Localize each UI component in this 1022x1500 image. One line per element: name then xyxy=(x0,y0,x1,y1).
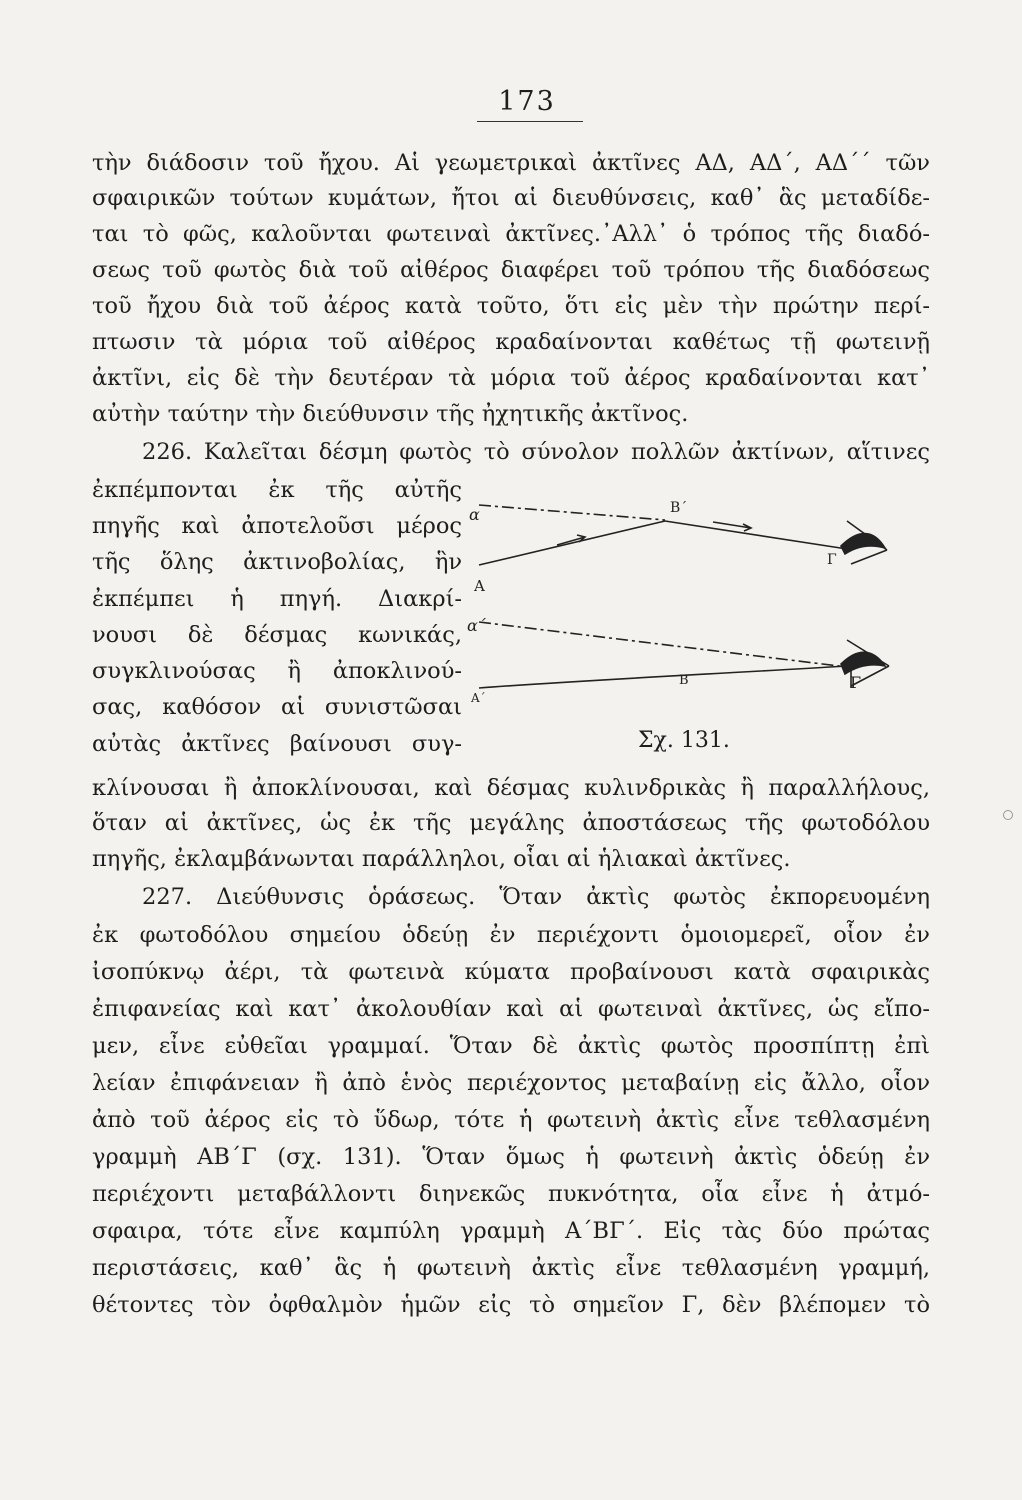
text-line: σεως τοῦ φωτὸς διὰ τοῦ αἰθέρος διαφέρει τοῦ τρόπου τῆς διαδόσεως xyxy=(92,257,930,283)
ray-a-dashed xyxy=(479,505,665,520)
label-a: α xyxy=(469,505,480,524)
text-line: πηγῆς καὶ ἀποτελοῦσι μέρος xyxy=(92,513,462,539)
text-line: τοῦ ἤχου διὰ τοῦ ἀέρος κατὰ τοῦτο, ὅτι εἰς μὲν τὴν πρώτην περί- xyxy=(92,293,930,319)
label-B-prime: Β΄ xyxy=(670,500,688,516)
text-line: σφαιρικῶν τούτων κυμάτων, ἤτοι αἱ διευθύνσεις, καθ᾽ ἃς μεταδίδε- xyxy=(92,185,930,211)
text-line: τῆς ὅλης ἀκτινοβολίας, ἣν xyxy=(92,549,462,575)
text-line: σφαιρα, τότε εἶνε καμπύλη γραμμὴ Α΄ΒΓ΄. Εἰς τὰς δύο πρώτας xyxy=(92,1218,930,1244)
figure-caption: Σχ. 131. xyxy=(638,728,730,753)
label-B: Β xyxy=(679,673,689,688)
label-A-prime: Α΄ xyxy=(471,691,486,705)
label-A: Α xyxy=(474,577,485,595)
text-line: μεν, εἶνε εὐθεῖαι γραμμαί. Ὅταν δὲ ἀκτὶς φωτὸς προσπίπτῃ ἐπὶ xyxy=(92,1033,930,1059)
text-line: ἀπὸ τοῦ ἀέρος εἰς τὸ ὕδωρ, τότε ἡ φωτεινὴ ἀκτὶς εἶνε τεθλασμένη xyxy=(92,1107,930,1133)
text-line: αὐτὰς ἀκτῖνες βαίνουσι συγ- xyxy=(92,731,462,757)
text-line: συγκλινούσας ἢ ἀποκλινού- xyxy=(92,658,462,684)
text-line: τὴν διάδοσιν τοῦ ἤχου. Αἱ γεωμετρικαὶ ἀκτῖνες ΑΔ, ΑΔ΄, ΑΔ΄΄ τῶν xyxy=(92,150,930,176)
ray-A-B-prime xyxy=(479,521,665,565)
text-line: νουσι δὲ δέσμας κωνικάς, xyxy=(92,622,462,648)
text-line: ται τὸ φῶς, καλοῦνται φωτειναὶ ἀκτῖνες.᾽Αλλ᾽ ὁ τρόπος τῆς διαδό- xyxy=(92,221,930,247)
section-226-line: 226. Καλεῖται δέσμη φωτὸς τὸ σύνολον πολλῶν ἀκτίνων, αἵτινες xyxy=(142,439,930,465)
text-line: γραμμὴ ΑΒ΄Γ (σχ. 131). Ὅταν ὅμως ἡ φωτεινὴ ἀκτὶς ὁδεύῃ ἐν xyxy=(92,1144,930,1170)
text-line: σας, καθόσον αἱ συνιστῶσαι xyxy=(92,694,462,720)
text-line: ἐκ φωτοδόλου σημείου ὁδεύῃ ἐν περιέχοντι ὁμοιομερεῖ, οἷον ἐν xyxy=(92,922,930,948)
text-line: πηγῆς, ἐκλαμβάνωνται παράλληλοι, οἷαι αἱ ἡλιακαὶ ἀκτῖνες. xyxy=(92,846,791,872)
text-line: ἐκπέμπει ἡ πηγή. Διακρί- xyxy=(92,586,462,612)
label-G-bottom: Γ xyxy=(850,673,862,692)
text-line: πτωσιν τὰ μόρια τοῦ αἰθέρος κραδαίνονται καθέτως τῇ φωτεινῇ xyxy=(92,329,930,355)
text-line: θέτοντες τὸν ὀφθαλμὸν ἡμῶν εἰς τὸ σημεῖον Γ, δὲν βλέπομεν τὸ xyxy=(92,1292,930,1318)
page-number: 173 xyxy=(498,86,556,117)
text-line: ἐκπέμπονται ἐκ τῆς αὐτῆς xyxy=(92,477,462,503)
ray-a-prime-dashed xyxy=(479,622,847,667)
label-G-top: Γ xyxy=(827,552,837,568)
text-line: λείαν ἐπιφάνειαν ἢ ἀπὸ ἑνὸς περιέχοντος μεταβαίνῃ εἰς ἄλλο, οἷον xyxy=(92,1070,930,1096)
text-line: ἀκτῖνι, εἰς δὲ τὴν δευτέραν τὰ μόρια τοῦ ἀέρος κραδαίνονται κατ᾽ xyxy=(92,365,930,391)
section-227-line: 227. Διεύθυνσις ὁράσεως. Ὅταν ἀκτὶς φωτὸς ἐκπορευομένη xyxy=(142,884,930,910)
text-line: περιστάσεις, καθ᾽ ἃς ἡ φωτεινὴ ἀκτὶς εἶνε τεθλασμένη γραμμή, xyxy=(92,1255,930,1281)
text-line: περιέχοντι μεταβάλλοντι διηνεκῶς πυκνότητα, οἷα εἶνε ἡ ἀτμό- xyxy=(92,1181,930,1207)
ray-B-prime-G xyxy=(665,521,847,549)
text-line: ἰσοπύκνῳ ἀέρι, τὰ φωτεινὰ κύματα προβαίνουσι κατὰ σφαιρικὰς xyxy=(92,959,930,985)
page-edge-mark xyxy=(1003,810,1013,820)
text-line: ὅταν αἱ ἀκτῖνες, ὡς ἐκ τῆς μεγάλης ἀποστάσεως τῆς φωτοδόλου xyxy=(92,810,930,836)
text-line: ἐπιφανείας καὶ κατ᾽ ἀκολουθίαν καὶ αἱ φωτειναὶ ἀκτῖνες, ὡς εἴπο- xyxy=(92,996,930,1022)
label-a-prime: α΄ xyxy=(467,616,486,635)
text-line: αὐτὴν ταύτην τὴν διεύθυνσιν τῆς ἠχητικῆς ἀκτῖνος. xyxy=(92,401,689,427)
text-line: κλίνουσαι ἢ ἀποκλίνουσαι, καὶ δέσμας κυλινδρικὰς ἢ παραλλήλους, xyxy=(92,775,930,801)
header-rule xyxy=(477,121,583,122)
curve-A-prime-B-G xyxy=(479,666,847,688)
